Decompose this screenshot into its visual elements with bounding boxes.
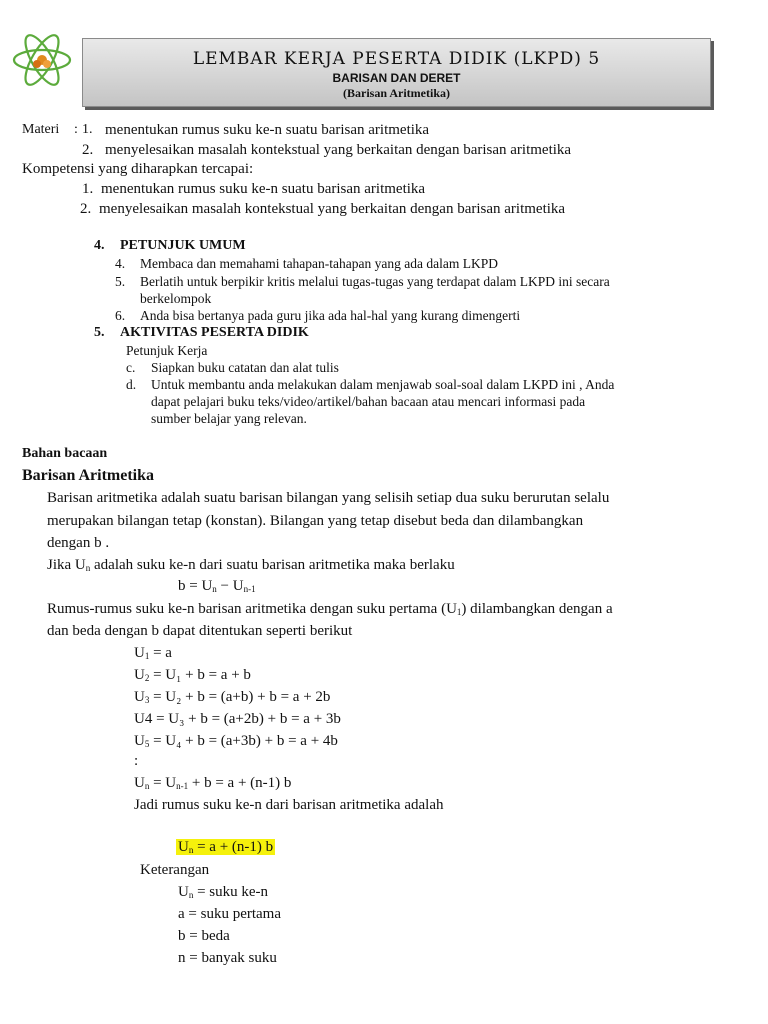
materi-item: menyelesaikan masalah kontekstual yang berkaitan dengan barisan aritmetika — [105, 142, 572, 158]
paragraph-line: merupakan bilangan tetap (konstan). Bilangan yang tetap disebut beda dan dilambangkan — [47, 513, 584, 529]
ellipsis-dots: : — [134, 753, 139, 769]
atom-logo-icon — [10, 28, 74, 92]
rumus-line: dan beda dengan b dapat ditentukan seperti berikut — [47, 623, 353, 639]
petunjuk-heading-num: 4. — [94, 238, 105, 253]
materi-num: 1. — [82, 122, 93, 137]
aktivitas-item-cont: sumber belajar yang relevan. — [151, 411, 307, 426]
aktivitas-item: Siapkan buku catatan dan alat tulis — [151, 360, 339, 375]
aktivitas-item: Untuk membantu anda melakukan dalam menjawab soal-soal dalam LKPD ini , Anda — [151, 377, 615, 392]
section-title: Barisan Aritmetika — [22, 467, 154, 484]
materi-colon: : — [74, 122, 78, 137]
paragraph-line: dengan b . — [47, 535, 110, 551]
petunjuk-num: 5. — [115, 274, 126, 289]
aktivitas-subheading: Petunjuk Kerja — [126, 343, 208, 358]
highlighted-formula: $U_n = a + (n-1)$ b — [178, 839, 274, 855]
kompetensi-num: 1. — [82, 181, 94, 197]
kompetensi-item: menyelesaikan masalah kontekstual yang berkaitan dengan barisan aritmetika — [99, 201, 566, 217]
kompetensi-label: Kompetensi yang diharapkan tercapai: — [22, 161, 254, 177]
title-banner — [82, 38, 711, 107]
keterangan-label: Keterangan — [140, 862, 210, 878]
jika-line: Jika $U_n$ adalah suku ke-n dari suatu barisan aritmetika maka berlaku — [47, 557, 455, 573]
paragraph-line: Barisan aritmetika adalah suatu barisan bilangan yang selisih setiap dua suku berurutan selalu — [47, 490, 610, 506]
derivation-line: U4 = U₃ + b = (a+2b) + b = a + 3b — [134, 711, 341, 727]
petunjuk-heading: PETUNJUK UMUM — [120, 238, 246, 253]
jadi-line: Jadi rumus suku ke-n dari barisan aritmetika adalah — [134, 797, 444, 813]
petunjuk-item-cont: berkelompok — [140, 291, 212, 306]
keterangan-item: $U_n$ = suku ke-n — [178, 884, 269, 900]
bahan-label: Bahan bacaan — [22, 446, 108, 461]
aktivitas-heading-num: 5. — [94, 325, 105, 340]
un-line: $U_n = U_{n-1} + b = a + (n-1)$ b — [134, 775, 292, 791]
keterangan-item: a = suku pertama — [178, 906, 282, 922]
petunjuk-item: Berlatih untuk berpikir kritis melalui tugas-tugas yang terdapat dalam LKPD ini secara — [140, 274, 610, 289]
aktivitas-heading: AKTIVITAS PESERTA DIDIK — [120, 325, 309, 340]
petunjuk-num: 6. — [115, 308, 126, 323]
materi-label: Materi — [22, 122, 60, 137]
aktivitas-num: c. — [126, 360, 136, 375]
keterangan-item: n = banyak suku — [178, 950, 277, 966]
aktivitas-item-cont: dapat pelajari buku teks/video/artikel/bahan bacaan atau mencari informasi pada — [151, 394, 586, 409]
document-title: LEMBAR KERJA PESERTA DIDIK (LKPD) 5 — [192, 49, 601, 69]
kompetensi-item: menentukan rumus suku ke-n suatu barisan aritmetika — [101, 181, 426, 197]
keterangan-item: b = beda — [178, 928, 230, 944]
petunjuk-item: Membaca dan memahami tahapan-tahapan yang ada dalam LKPD — [140, 256, 498, 271]
materi-item: menentukan rumus suku ke-n suatu barisan aritmetika — [105, 122, 430, 138]
materi-num: 2. — [82, 142, 94, 158]
petunjuk-num: 4. — [115, 256, 126, 271]
document-subsubtitle: (Barisan Aritmetika) — [343, 86, 450, 100]
document-subtitle: BARISAN DAN DERET — [332, 71, 461, 85]
rumus-line: Rumus-rumus suku ke-n barisan aritmetika dengan suku pertama $(U_1)$ dilambangkan dengan a — [47, 601, 613, 617]
aktivitas-num: d. — [126, 377, 137, 392]
petunjuk-item: Anda bisa bertanya pada guru jika ada hal-hal yang kurang dimengerti — [140, 308, 521, 323]
formula-beda: $b = U_n - U_{n-1}$ — [178, 578, 256, 594]
derivation-line: $U_5 = U_4 + b = (a+3b) + b = a + 4b$ — [134, 733, 338, 749]
derivation-line: $U_1 = a$ — [134, 645, 172, 661]
derivation-line: $U_3 = U_2 + b = (a+b) + b = a + 2b$ — [134, 689, 331, 705]
kompetensi-num: 2. — [80, 201, 92, 217]
derivation-line: $U_2 = U_1 + b = a + b$ — [134, 667, 251, 683]
